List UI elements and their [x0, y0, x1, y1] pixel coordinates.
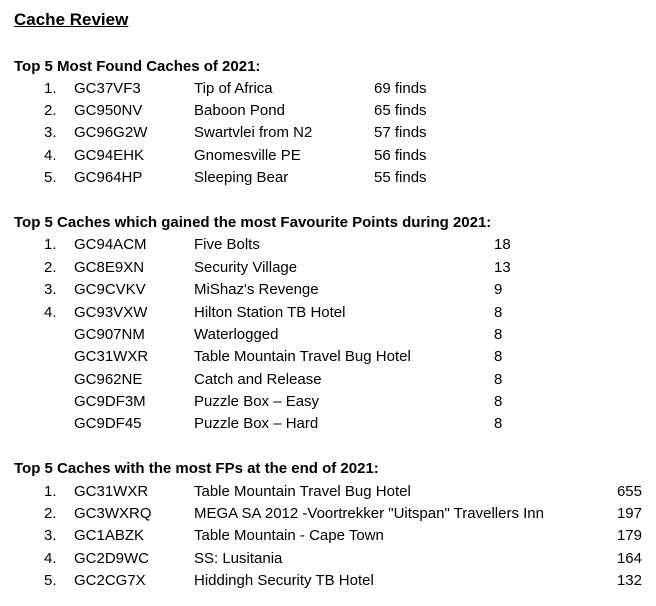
cache-name: Catch and Release: [194, 371, 322, 388]
rank-number: 2.: [44, 102, 57, 119]
favourite-points: 8: [494, 371, 503, 388]
cache-code: GC3WXRQ: [74, 505, 152, 522]
cache-code: GC964HP: [74, 169, 143, 186]
list-item: [0, 257, 656, 279]
list-item: [0, 525, 656, 547]
cache-code: GC31WXR: [74, 348, 149, 365]
cache-name: Gnomesville PE: [194, 147, 301, 164]
cache-name: Swartvlei from N2: [194, 124, 313, 141]
cache-name: SS: Lusitania: [194, 550, 283, 567]
rank-number: 4.: [44, 304, 57, 321]
cache-code: GC9CVKV: [74, 281, 146, 298]
find-count: 69 finds: [374, 80, 427, 97]
cache-name: Security Village: [194, 259, 298, 276]
rank-number: 1.: [44, 483, 57, 500]
list-item: [0, 548, 656, 570]
cache-name: Tip of Africa: [194, 80, 273, 97]
list-item: [0, 369, 656, 391]
list-item: [0, 391, 656, 413]
cache-code: GC1ABZK: [74, 527, 145, 544]
favourite-points: 8: [494, 326, 503, 343]
favourite-points: 8: [494, 415, 503, 432]
list-item: [0, 481, 656, 503]
favourite-points: 8: [494, 393, 503, 410]
cache-code: GC2D9WC: [74, 550, 150, 567]
rank-number: 2.: [44, 505, 57, 522]
cache-code: GC2CG7X: [74, 572, 146, 589]
find-count: 57 finds: [374, 124, 427, 141]
cache-code: GC31WXR: [74, 483, 149, 500]
cache-code: GC94ACM: [74, 236, 147, 253]
section-heading-favourite-points: Top 5 Caches which gained the most Favourite Points during 2021:: [14, 214, 492, 231]
favourite-points: 18: [494, 236, 511, 253]
cache-code: GC94EHK: [74, 147, 145, 164]
cache-name: Hiddingh Security TB Hotel: [194, 572, 374, 589]
list-item: [0, 302, 656, 324]
favourite-points: 8: [494, 304, 503, 321]
document-title: Cache Review: [14, 10, 129, 29]
total-fps: 179: [616, 527, 642, 544]
list-item: [0, 145, 656, 167]
total-fps: 655: [616, 483, 642, 500]
list-item: [0, 78, 656, 100]
list-item: [0, 324, 656, 346]
favourite-points: 8: [494, 348, 503, 365]
rank-number: 1.: [44, 236, 57, 253]
rank-number: 3.: [44, 124, 57, 141]
rank-number: 5.: [44, 572, 57, 589]
cache-code: GC93VXW: [74, 304, 148, 321]
cache-name: Puzzle Box – Easy: [194, 393, 320, 410]
total-fps: 197: [616, 505, 642, 522]
list-item: [0, 413, 656, 435]
cache-code: GC962NE: [74, 371, 143, 388]
list-item: [0, 234, 656, 256]
rank-number: 3.: [44, 281, 57, 298]
find-count: 56 finds: [374, 147, 427, 164]
find-count: 55 finds: [374, 169, 427, 186]
find-count: 65 finds: [374, 102, 427, 119]
list-item: [0, 167, 656, 189]
rank-number: 3.: [44, 527, 57, 544]
total-fps: 132: [616, 572, 642, 589]
cache-code: GC9DF45: [74, 415, 142, 432]
list-item: [0, 503, 656, 525]
cache-name: Baboon Pond: [194, 102, 285, 119]
rank-number: 4.: [44, 147, 57, 164]
cache-name: MEGA SA 2012 -Voortrekker "Uitspan" Travellers Inn: [194, 505, 544, 522]
cache-name: Table Mountain Travel Bug Hotel: [194, 348, 411, 365]
cache-code: GC950NV: [74, 102, 143, 119]
favourite-points: 9: [494, 281, 503, 298]
cache-name: Puzzle Box – Hard: [194, 415, 319, 432]
list-item: [0, 570, 656, 592]
cache-name: Sleeping Bear: [194, 169, 289, 186]
cache-name: Waterlogged: [194, 326, 279, 343]
rank-number: 5.: [44, 169, 57, 186]
cache-code: GC96G2W: [74, 124, 148, 141]
list-item: [0, 100, 656, 122]
total-fps: 164: [616, 550, 642, 567]
cache-code: GC9DF3M: [74, 393, 146, 410]
list-item: [0, 346, 656, 368]
cache-name: Table Mountain Travel Bug Hotel: [194, 483, 411, 500]
rank-number: 2.: [44, 259, 57, 276]
cache-code: GC37VF3: [74, 80, 141, 97]
section-heading-most-found: Top 5 Most Found Caches of 2021:: [14, 58, 261, 75]
cache-name: Hilton Station TB Hotel: [194, 304, 346, 321]
favourite-points: 13: [494, 259, 511, 276]
section-heading-most-fps: Top 5 Caches with the most FPs at the end of 2021:: [14, 460, 379, 477]
cache-code: GC8E9XN: [74, 259, 145, 276]
cache-name: Five Bolts: [194, 236, 260, 253]
list-item: [0, 279, 656, 301]
cache-name: Table Mountain - Cape Town: [194, 527, 384, 544]
rank-number: 1.: [44, 80, 57, 97]
cache-code: GC907NM: [74, 326, 145, 343]
rank-number: 4.: [44, 550, 57, 567]
cache-name: MiShaz's Revenge: [194, 281, 319, 298]
list-item: [0, 122, 656, 144]
